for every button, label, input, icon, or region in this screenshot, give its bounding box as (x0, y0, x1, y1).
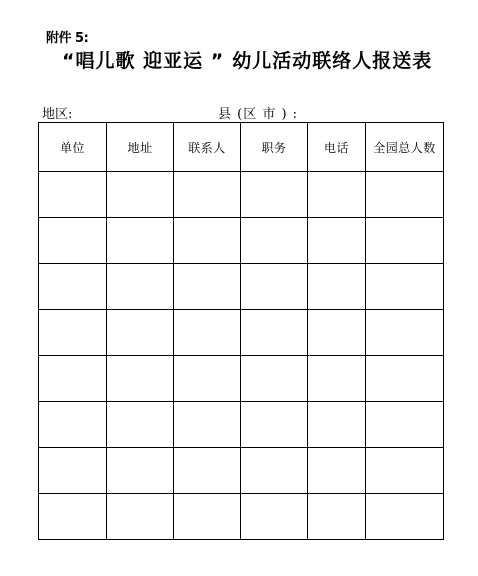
title-main: 幼儿活动联络人报送表 (232, 50, 433, 72)
header-total: 全园总人数 (366, 123, 444, 172)
table-cell (308, 448, 366, 494)
table-cell (174, 356, 241, 402)
county-field: 县 (区 市 ) : (218, 107, 299, 122)
contact-form-table (38, 122, 444, 540)
attachment-label: 附件 5: (46, 31, 89, 46)
table-cell (174, 218, 241, 264)
table-cell (308, 218, 366, 264)
table-cell (107, 402, 174, 448)
table-cell (241, 448, 308, 494)
table-row (39, 448, 444, 494)
table-cell (366, 402, 444, 448)
table-cell (366, 356, 444, 402)
table-cell (174, 172, 241, 218)
table-cell (107, 310, 174, 356)
table-cell (241, 172, 308, 218)
table-row (39, 218, 444, 264)
table-cell (107, 218, 174, 264)
table-cell (107, 494, 174, 540)
table-cell (39, 310, 107, 356)
header-phone: 电话 (308, 123, 366, 172)
table-cell (39, 402, 107, 448)
table-cell (174, 310, 241, 356)
table-cell (308, 310, 366, 356)
table-cell (39, 448, 107, 494)
table-row (39, 402, 444, 448)
table-cell (308, 402, 366, 448)
table-cell (174, 494, 241, 540)
table-cell (366, 494, 444, 540)
header-address: 地址 (107, 123, 174, 172)
table-row (39, 172, 444, 218)
table-cell (366, 172, 444, 218)
table-cell (241, 494, 308, 540)
table-header-row (39, 123, 444, 172)
table-cell (366, 264, 444, 310)
table-cell (308, 494, 366, 540)
table-cell (241, 356, 308, 402)
table-row (39, 494, 444, 540)
table-row (39, 356, 444, 402)
table-cell (174, 264, 241, 310)
header-unit: 单位 (39, 123, 107, 172)
document-title (62, 46, 432, 73)
table-cell (308, 172, 366, 218)
table-cell (39, 494, 107, 540)
table-cell (107, 448, 174, 494)
table-cell (366, 310, 444, 356)
table-cell (366, 448, 444, 494)
header-contact: 联系人 (174, 123, 241, 172)
title-quote: “唱儿歌 迎亚运 ” (62, 50, 225, 72)
table-cell (308, 356, 366, 402)
table-cell (241, 264, 308, 310)
table-cell (366, 218, 444, 264)
table-cell (107, 264, 174, 310)
region-field: 地区: (42, 107, 73, 122)
header-position: 职务 (241, 123, 308, 172)
table-cell (241, 402, 308, 448)
table-cell (107, 356, 174, 402)
table-cell (174, 402, 241, 448)
table-cell (308, 264, 366, 310)
table-cell (241, 310, 308, 356)
table-row (39, 310, 444, 356)
table-row (39, 264, 444, 310)
table-cell (174, 448, 241, 494)
table-cell (241, 218, 308, 264)
table-cell (39, 264, 107, 310)
table-cell (39, 218, 107, 264)
table-cell (39, 172, 107, 218)
table-cell (39, 356, 107, 402)
table-cell (107, 172, 174, 218)
